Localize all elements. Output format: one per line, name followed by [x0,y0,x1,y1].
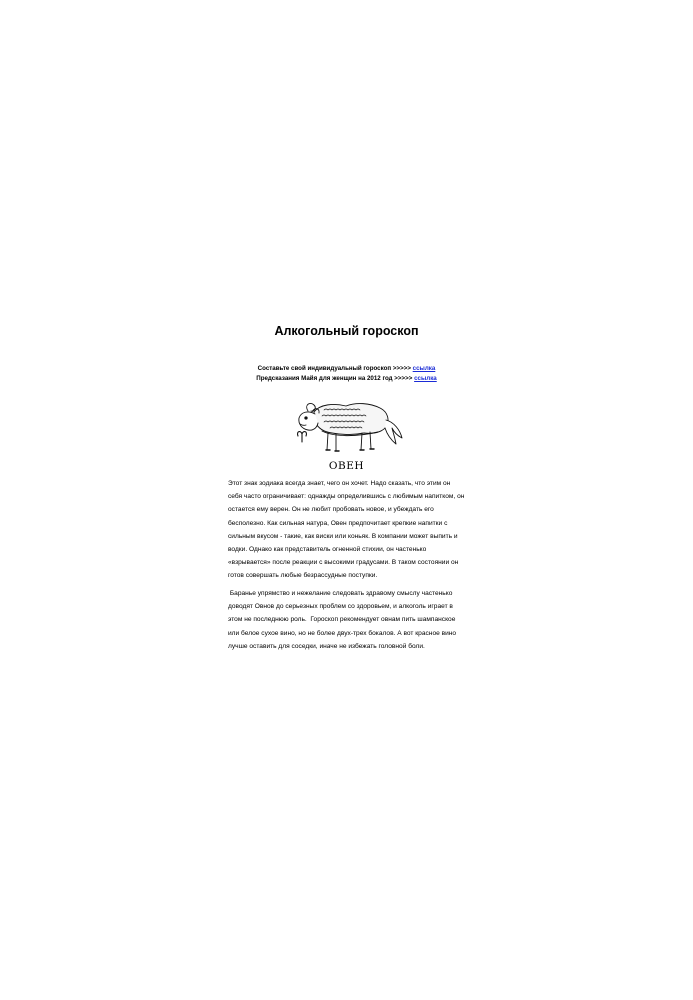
paragraph-line: лучше оставить для соседки, иначе не избежать головной боли. [228,642,425,650]
aries-ram-illustration [294,398,406,458]
maya-link-text: Предсказания Майя для женщин на 2012 год >>>>> [256,375,415,382]
paragraph-line: доводят Овнов до серьезных проблем со здоровьем, и алкоголь играет в [228,603,453,611]
paragraph-1 [228,477,472,583]
paragraph-line: готов совершать любые безрассудные поступки. [228,572,378,580]
paragraph-line: водки. Однако как представитель огненной стихии, он частенько [228,546,427,554]
paragraph-line: сильным вкусом - такие, как виски или коньяк. В компании может выпить и [228,532,458,540]
page-title: Алкогольный гороскоп [274,324,419,338]
paragraph-line: остается ему верен. Он не любит пробовать новое, и убеждать его [228,506,434,514]
maya-link-line [0,375,693,382]
paragraph-line: или белое сухое вино, но не более двух-трех бокалов. А вот красное вино [228,629,457,637]
paragraph-line: «взрывается» после реакции с высокими градусами. В таком состоянии он [228,559,459,567]
paragraph-line: этом не последнюю роль. Гороскоп рекомендует овнам пить шампанское [228,616,456,624]
horoscope-link-line [0,365,693,372]
paragraph-line: бесполезно. Как сильная натура, Овен предпочитает крепкие напитки с [228,519,448,527]
paragraph-line: Этот знак зодиака всегда знает, чего он хочет. Надо сказать, что этим он [228,480,451,487]
maya-link[interactable]: ссылка [414,375,437,382]
zodiac-sign-name: ОВЕН [328,460,365,472]
horoscope-link[interactable]: ссылка [412,365,436,372]
paragraph-line: себя часто ограничивает: однажды определившись с любимым напитком, он [228,493,465,501]
paragraph-2 [228,587,472,653]
paragraph-line: Баранье упрямство и нежелание следовать здравому смыслу частенько [228,590,453,597]
horoscope-link-text: Составьте свой индивидуальный гороскоп >>>>> [257,365,413,372]
